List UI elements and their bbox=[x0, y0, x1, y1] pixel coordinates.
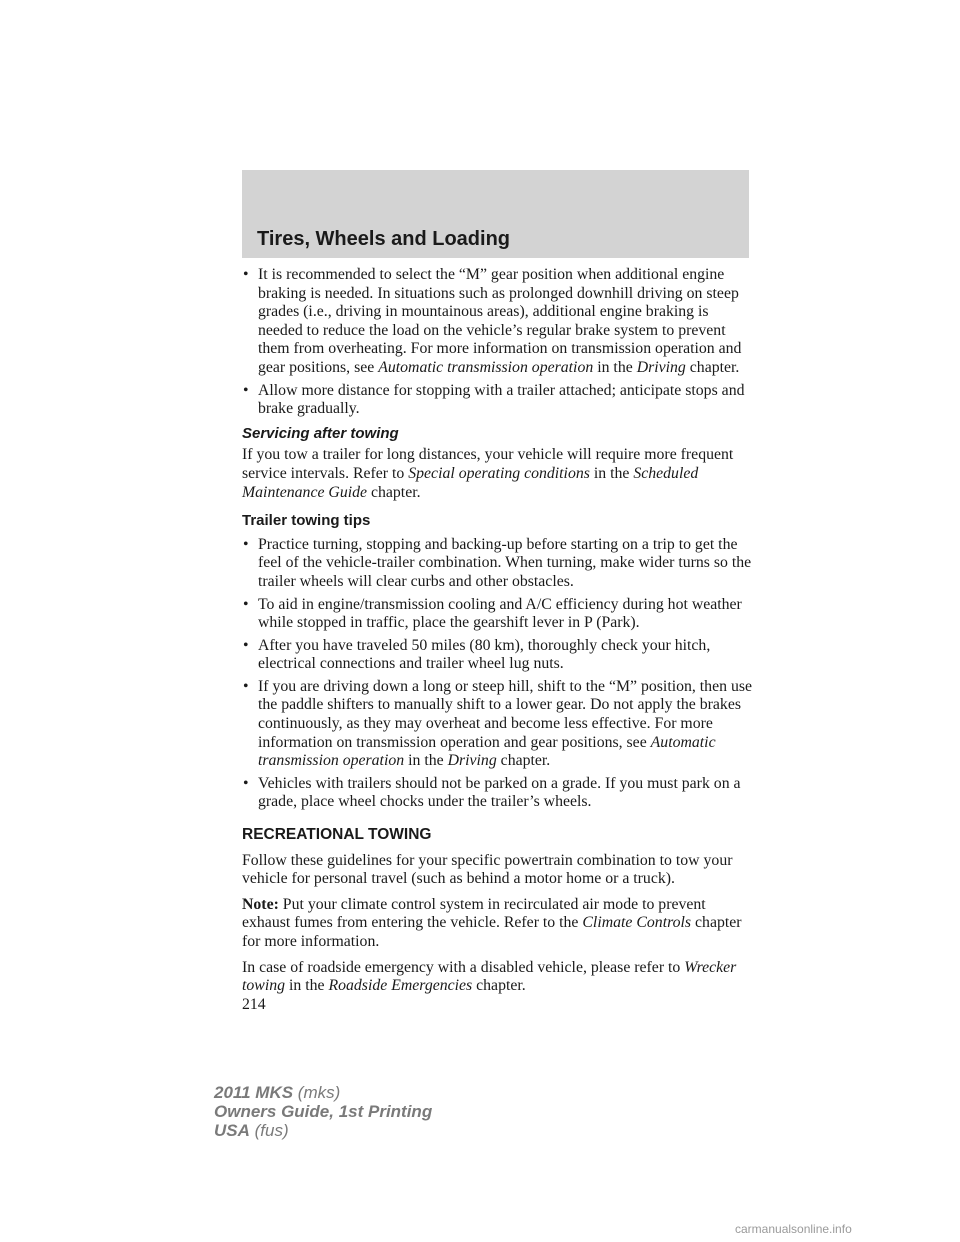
bullet-icon: • bbox=[243, 774, 249, 792]
servicing-heading: Servicing after towing bbox=[242, 424, 399, 442]
footer-line: Owners Guide, 1st Printing bbox=[214, 1102, 433, 1121]
footer-line: 2011 MKS (mks) bbox=[214, 1083, 341, 1102]
list-item: • Vehicles with trailers should not be parked on a grade. If you must park on a grade, place wheel chocks under the trailer’s wheels. bbox=[243, 774, 741, 811]
page-number: 214 bbox=[242, 995, 266, 1013]
print-footer bbox=[214, 1083, 432, 1140]
bullet-icon: • bbox=[243, 636, 249, 654]
list-item: • Allow more distance for stopping with a trailer attached; anticipate stops and brake gradually. bbox=[243, 381, 745, 418]
tips-heading: Trailer towing tips bbox=[242, 512, 371, 530]
list-item: • Practice turning, stopping and backing-up before starting on a trip to get the feel of the vehicle-trailer combination. When turning, make wider turns so the trailer wheels will clear curbs and other obstacles. bbox=[243, 535, 752, 590]
list-item: • It is recommended to select the “M” gear position when additional engine braking is needed. In situations such as prolonged downhill driving on steep grades (i.e., driving in mountainous areas), additional engine braking is needed to reduce the load on the vehicle’s regular brake system to prevent them from overheating. For more information on transmission operation and gear positions, see Automatic transmission operation in the Driving chapter. bbox=[243, 266, 742, 376]
list-item: • To aid in engine/transmission cooling and A/C efficiency during hot weather while stopped in traffic, place the gearshift lever in P (Park). bbox=[243, 595, 742, 632]
servicing-paragraph: If you tow a trailer for long distances, your vehicle will require more frequent service intervals. Refer to Special operating conditions in the Scheduled Maintenance Guide chapter. bbox=[242, 446, 734, 501]
tips-list bbox=[242, 536, 752, 812]
page-title: Tires, Wheels and Loading bbox=[257, 228, 511, 250]
page-content bbox=[242, 266, 752, 1014]
bullet-icon: • bbox=[243, 266, 249, 283]
bullet-icon: • bbox=[243, 381, 249, 399]
bullet-icon: • bbox=[243, 677, 249, 695]
watermark: carmanualsonline.info bbox=[735, 1222, 852, 1236]
recreational-paragraph: Follow these guidelines for your specific powertrain combination to tow your vehicle for personal travel (such as behind a motor home or a truck). bbox=[242, 851, 733, 888]
list-item: • After you have traveled 50 miles (80 km), thoroughly check your hitch, electrical connections and trailer wheel lug nuts. bbox=[243, 636, 711, 673]
bullet-icon: • bbox=[243, 595, 249, 613]
footer-line: USA (fus) bbox=[214, 1121, 289, 1140]
list-item: • If you are driving down a long or steep hill, shift to the “M” position, then use the paddle shifters to manually shift to a lower gear. Do not apply the brakes continuously, as they may overheat and become less effective. For more information on transmission operation and gear positions, see Automatic transmission operation in the Driving chapter. bbox=[243, 677, 752, 770]
emergency-paragraph: In case of roadside emergency with a disabled vehicle, please refer to Wrecker towing in the Roadside Emergencies chapter. bbox=[242, 958, 737, 995]
bullet-icon: • bbox=[243, 535, 249, 553]
bullet-list-top bbox=[242, 266, 752, 419]
note-paragraph: Note: Put your climate control system in recirculated air mode to prevent exhaust fumes from entering the vehicle. Refer to the Climate Controls chapter for more information. bbox=[242, 895, 742, 950]
recreational-heading: RECREATIONAL TOWING bbox=[242, 826, 432, 844]
